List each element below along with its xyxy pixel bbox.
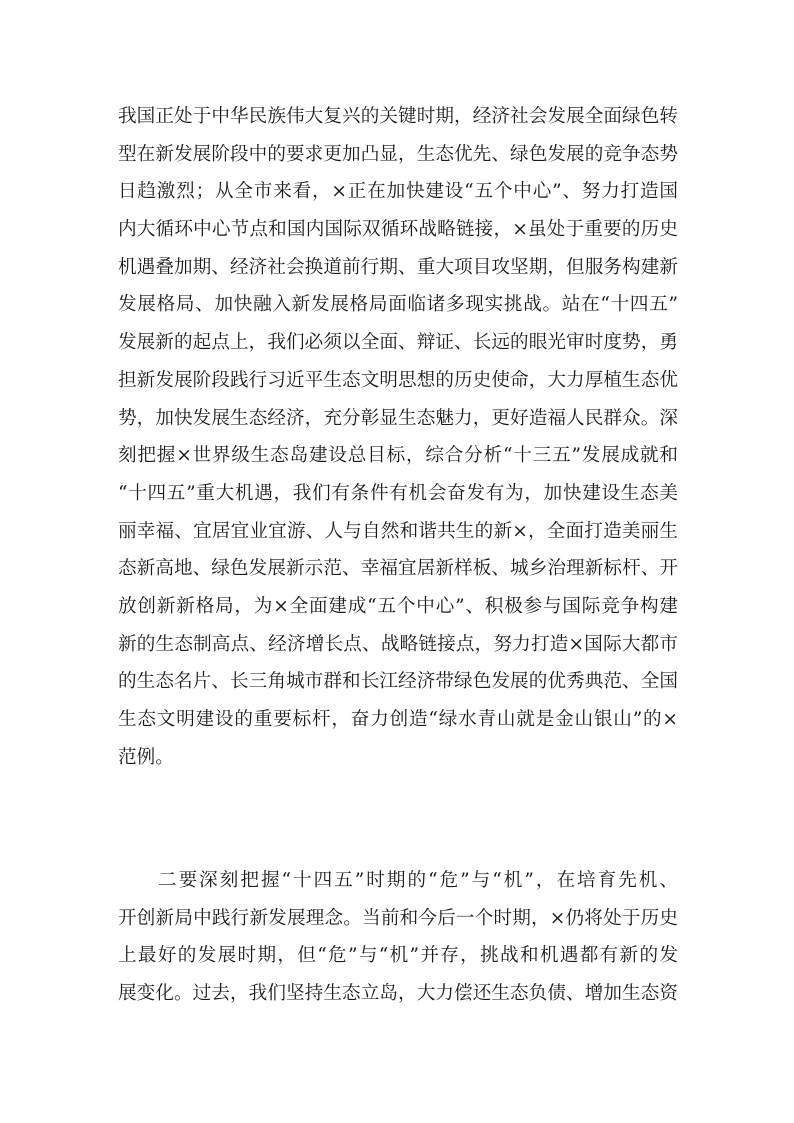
paragraph-2: [118, 862, 678, 1013]
paragraph-line: 型在新发展阶段中的要求更加凸显，生态优先、绿色发展的竞争态势: [118, 143, 678, 165]
paragraph-line: 机遇叠加期、经济社会换道前行期、重大项目攻坚期，但服务构建新: [118, 256, 678, 278]
paragraph-line: 生态文明建设的重要标杆，奋力创造“绿水青山就是金山银山”的×: [118, 709, 678, 730]
paragraph-line: 开创新局中践行新发展理念。当前和今后一个时期，×仍将处于历史: [118, 907, 678, 929]
paragraph-line: 展变化。过去，我们坚持生态立岛，大力偿还生态负债、增加生态资: [118, 983, 678, 1005]
paragraph-1: [118, 98, 678, 776]
paragraph-line: 发展格局、加快融入新发展格局面临诸多现实挑战。站在“十四五”: [118, 294, 678, 316]
paragraph-line: 放创新新格局，为×全面建成“五个中心”、积极参与国际竞争构建: [118, 595, 678, 617]
paragraph-line: 刻把握×世界级生态岛建设总目标，综合分析“十三五”发展成就和: [118, 445, 678, 467]
paragraph-line: 态新高地、绿色发展新示范、幸福宜居新样板、城乡治理新标杆、开: [118, 558, 678, 580]
paragraph-line: 范例。: [118, 746, 174, 768]
paragraph-line: 发展新的起点上，我们必须以全面、辩证、长远的眼光审时度势，勇: [118, 332, 678, 354]
paragraph-line: 二要深刻把握“十四五”时期的“危”与“机”，在培育先机、: [158, 870, 678, 891]
paragraph-line: 内大循环中心节点和国内国际双循环战略链接，×虽处于重要的历史: [118, 219, 678, 241]
paragraph-line: 上最好的发展时期，但“危”与“机”并存，挑战和机遇都有新的发: [118, 945, 678, 967]
paragraph-line: 我国正处于中华民族伟大复兴的关键时期，经济社会发展全面绿色转: [118, 106, 678, 127]
paragraph-line: 丽幸福、宜居宜业宜游、人与自然和谐共生的新×，全面打造美丽生: [118, 520, 678, 542]
paragraph-line: 的生态名片、长三角城市群和长江经济带绿色发展的优秀典范、全国: [118, 671, 678, 693]
paragraph-line: 日趋激烈；从全市来看，×正在加快建设“五个中心”、努力打造国: [118, 181, 678, 203]
paragraph-line: 新的生态制高点、经济增长点、战略链接点，努力打造×国际大都市: [118, 633, 678, 655]
paragraph-line: “十四五”重大机遇，我们有条件有机会奋发有为，加快建设生态美: [118, 482, 678, 504]
paragraph-line: 担新发展阶段践行习近平生态文明思想的历史使命，大力厚植生态优: [118, 369, 678, 391]
paragraph-line: 势，加快发展生态经济，充分彰显生态魅力，更好造福人民群众。深: [118, 407, 678, 429]
